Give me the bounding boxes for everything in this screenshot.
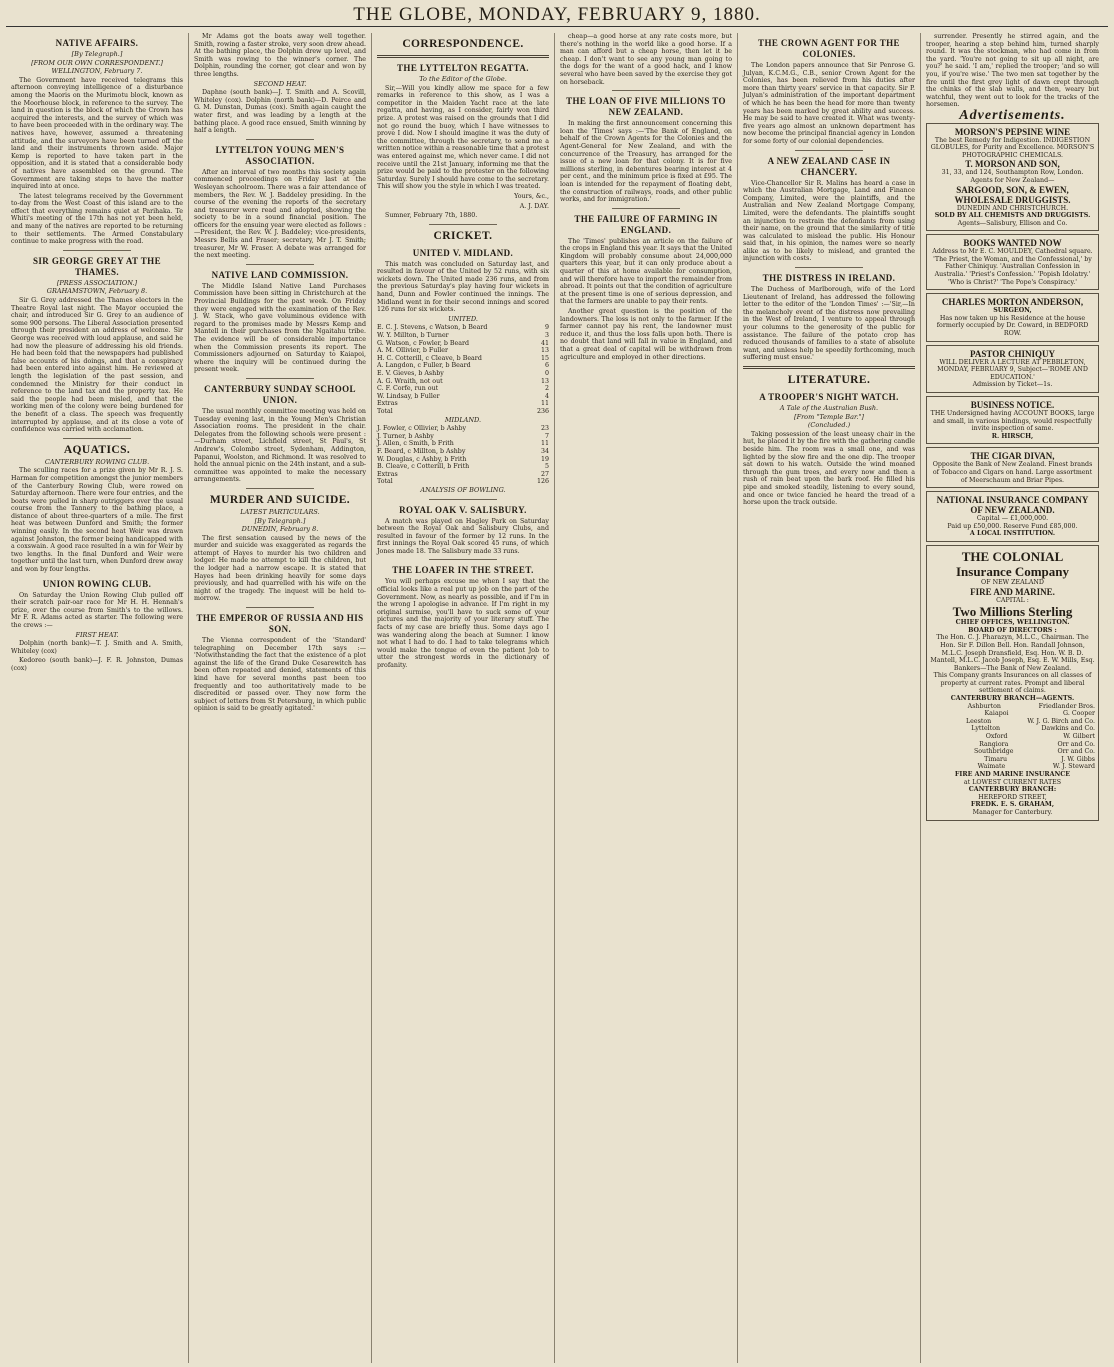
score-row: [377, 385, 549, 393]
score-row-label: Extras: [377, 400, 398, 408]
score-row-label: F. Beard, c Millton, b Ashby: [377, 447, 466, 455]
agent-row-label: Timaru: [984, 755, 1008, 763]
score-row-value: 11: [540, 440, 549, 448]
score-row-value: 41: [540, 339, 549, 347]
subheading: SECOND HEAT.: [253, 79, 307, 88]
article-heading: ROYAL OAK V. SALISBURY.: [399, 504, 527, 515]
article-heading: NATIVE AFFAIRS.: [55, 38, 139, 48]
advert-books: [926, 234, 1099, 290]
score-row: [377, 378, 549, 386]
score-row-value: 13: [540, 347, 549, 355]
score-row: [377, 347, 549, 355]
score-row-label: Extras: [377, 470, 398, 478]
divider: [246, 488, 315, 489]
advert-pepsine: [926, 123, 1099, 232]
score-row: [377, 408, 549, 416]
salutation: To the Editor of the Globe.: [419, 75, 507, 83]
agents-list: [930, 703, 1095, 771]
score-table: [377, 324, 549, 415]
advert-title: BOOKS WANTED NOW: [963, 238, 1062, 249]
divider: [377, 55, 549, 58]
agent-row-label: Kaiapoi: [984, 710, 1009, 718]
score-row-value: 2: [544, 385, 549, 393]
score-row-value: 7: [544, 432, 549, 440]
score-table: [377, 425, 549, 486]
advert-cigar: [926, 447, 1099, 488]
score-row-value: 15: [540, 354, 549, 362]
advert-text: OF NEW ZEALAND: [981, 578, 1044, 586]
divider: [612, 208, 681, 209]
score-row-value: 11: [540, 400, 549, 408]
score-row-value: 19: [540, 455, 549, 463]
agent-row-label: Southbridge: [973, 748, 1014, 756]
score-row-label: A. Langdon, c Fuller, b Beard: [377, 362, 471, 370]
byline: [By Telegraph.]: [254, 516, 306, 525]
divider: [246, 264, 315, 265]
agent-row-value: G. Cooper: [1063, 710, 1095, 718]
score-row: [377, 478, 549, 486]
advert-text: The Hon. C. J. Pharazyn, M.L.C., Chairman. The Hon. Sir F. Dillon Bell. Hon. Randall Johnson, M.L.C. Joseph Dransfield, Esq. Hon. W. B. D. Mantell, M.L.C. Jacob Joseph, Esq. E. W. Mills, Esq.: [930, 634, 1095, 665]
advert-text: Address to Mr E. C. MOULDEY, Cathedral square.: [932, 248, 1093, 256]
advert-title: Insurance Company: [955, 563, 1070, 579]
score-row-label: E. C. J. Stevens, c Watson, b Beard: [377, 324, 488, 332]
agent-row: [930, 725, 1095, 733]
article-body: The Government have received telegrams this afternoon conveying intelligence of a disturbance among the Maoris on the Murimotu block, known as the Moorhouse block, in reference to the survey. The land in question is the block of which the Crown has acquired the interests, and the survey of which was to have been proceeded with in the ordinary way. The natives have, however, assumed a threatening attitude, and the surveyors have been turned off the land and their instruments thrown aside. Major Kemp is reported to have taken part in the opposition, and it is stated that a considerable body of natives have assembled on the ground. The Government are taking steps to have the matter inquired into at once.: [11, 76, 184, 191]
agent-row: [930, 710, 1095, 718]
agent-row: [930, 741, 1095, 749]
agent-row-label: Rangiora: [979, 740, 1009, 748]
score-row-label: J. Allen, c Smith, b Frith: [377, 440, 454, 448]
agent-row: [930, 703, 1095, 711]
advert-text: FREDK. E. S. GRAHAM,: [970, 801, 1055, 809]
score-row: [377, 362, 549, 370]
sign-off: Yours, &c.,: [514, 192, 549, 200]
advert-title: SARGOOD, SON, & EWEN, WHOLESALE DRUGGISTS.: [954, 184, 1071, 205]
advert-text: Paid up £50,000. Reserve Fund £85,000.: [947, 522, 1078, 530]
dateline: WELLINGTON, February 7.: [51, 67, 143, 76]
columns: [6, 33, 1108, 1363]
article-body: surrender. Presently he stirred again, and the trooper, hearing a step behind him, turned sharply round. It was the stockman, who had come in from the yard. 'You're not going to sit up all night, are you?' he said. 'I am,' replied the trooper; 'and so will you, if you're wise.' The two men sat together by the fire until the first grey light of dawn crept through the chinks of the slab walls, and then, weary but watchful, they went out to look for the tracks of the horsemen.: [926, 33, 1099, 109]
article-body: After an interval of two months this society again commenced proceedings on Friday last at the Wesleyan schoolroom. There was a fair attendance of members, the Rev. W. J. Baddeley presiding. In the course of the evening the reports of the secretary and treasurer were read and adopted, showing the society to be in a sound financial position. The officers for the ensuing year were elected as follows :—President, the Rev. W. J. Baddeley; vice-presidents, Messrs Bellis and Fraser; secretary, Mr J. T. Smith; treasurer, Mr W. Fraser. A debate was arranged for the next meeting.: [194, 168, 366, 260]
score-row-label: C. F. Corfe, run out: [377, 385, 439, 393]
column-2: [189, 33, 372, 1363]
advert-national-insurance: [926, 491, 1099, 542]
column-4: [555, 33, 738, 1363]
article-body: The 'Times' publishes an article on the failure of the crops in England this year. It says that the United Kingdom will probably consume about 24,000,000 quarters this year, but it can only produce about a quarter of this at home available for consumption, and will therefore have to import the remainder from abroad. It points out that the condition of agriculture at the present time is one of serious depression, and that the farmers are unable to pay their rents.: [560, 237, 732, 306]
score-row-value: 34: [540, 447, 549, 455]
score-row-value: 27: [540, 470, 549, 478]
article-heading: UNION ROWING CLUB.: [42, 578, 152, 589]
subheading: CANTERBURY ROWING CLUB.: [44, 457, 150, 466]
score-row-value: 9: [544, 324, 549, 332]
article-body: A match was played on Hagley Park on Saturday between the Royal Oak and Salisbury Clubs, and resulted in favour of the former by 12 runs. In the first innings the Royal Oak scored 45 runs, of which Jones made 18. The Salisbury made 33 runs.: [377, 517, 549, 555]
score-row: [377, 456, 549, 464]
advert-title: Two Millions Sterling: [952, 604, 1073, 620]
score-row: [377, 370, 549, 378]
article-body: Mr Adams got the boats away well together. Smith, rowing a faster stroke, very soon drew ahead. At the bathing place, the Dolphin drew up level, and Smith was rowing to the winner's corner. The Dolphin, rounding the corner, got clear and won by three lengths.: [194, 33, 366, 78]
advert-text: Manager for Canterbury.: [972, 808, 1053, 816]
article-body: Another great question is the position of the landowners. The loss is not only to the farmer. If the farmer cannot pay his rent, the landowner must reduce it, and thus the loss falls upon both. There is no doubt that land will fall in value in England, and that a great deal of capital will be withdrawn from agriculture and employed in other directions.: [560, 308, 732, 361]
agent-row-value: Friedlander Bros.: [1038, 702, 1095, 710]
subheading: FIRST HEAT.: [75, 630, 119, 639]
score-row: [377, 440, 549, 448]
article-heading: LYTTELTON YOUNG MEN'S ASSOCIATION.: [215, 144, 345, 166]
score-row: [377, 471, 549, 479]
column-1: [6, 33, 189, 1363]
scores-title: MIDLAND.: [444, 415, 482, 424]
article-heading: AQUATICS.: [63, 443, 131, 456]
byline: [By Telegraph.]: [71, 50, 123, 58]
score-row-label: H. C. Cotterill, c Cleave, b Beard: [377, 354, 482, 362]
advert-text: THE Undersigned having ACCOUNT BOOKS, large and small, in various bindings, would respectfully invite inspection of same.: [930, 410, 1095, 433]
score-row-value: 4: [544, 392, 549, 400]
advert-text: Agents for New Zealand—: [970, 176, 1055, 184]
article-heading: THE CROWN AGENT FOR THE COLONIES.: [758, 38, 900, 59]
score-row-label: A. M. Ollivier, b Fuller: [377, 347, 449, 355]
agent-row-label: Ashburton: [967, 702, 1001, 710]
divider: [63, 438, 132, 439]
agent-row: [930, 718, 1095, 726]
advert-text: at LOWEST CURRENT RATES: [963, 778, 1062, 786]
score-row-label: B. Cleave, c Cotterill, b Frith: [377, 463, 470, 471]
article-heading: A TROOPER'S NIGHT WATCH.: [759, 392, 899, 402]
dateline: DUNEDIN, February 8.: [241, 525, 319, 534]
advert-text: SOLD BY ALL CHEMISTS AND DRUGGISTS.: [934, 212, 1091, 220]
advert-title: MORSON'S PEPSINE WINE: [954, 126, 1071, 137]
advert-text: CHIEF OFFICES, WELLINGTON.: [955, 619, 1070, 627]
column-5: [738, 33, 921, 1363]
article-heading: A NEW ZEALAND CASE IN CHANCERY.: [767, 155, 891, 177]
agent-row: [930, 748, 1095, 756]
score-row: [377, 463, 549, 471]
article-body: The first sensation caused by the news of the murder and suicide was exaggerated as regards the attempt of Hayes to murder his two children and lodger. He made no attempt to kill the children, but the lodger had a narrow escape. It is stated that Hayes had been drinking heavily for some days previously, and had quarrelled with his wife on the night of the tragedy. The inquest will be held to-morrow.: [194, 534, 366, 603]
divider: [429, 499, 498, 500]
advert-title: THE CIGAR DIVAN,: [970, 451, 1055, 462]
advert-title: CHARLES MORTON ANDERSON,: [941, 297, 1084, 308]
byline: [FROM OUR OWN CORRESPONDENT.]: [31, 58, 163, 67]
article-body: The usual monthly committee meeting was held on Tuesday evening last, in the Young Men's Christian Association rooms. The president in the chair. Delegates from the following schools were present :—Durham street, Lichfield street, St Paul's, St Andrew's, Colombo street, Sydenham, Addington, Papanui, Woolston, and Richmond. It was resolved to hold the annual picnic on the 24th instant, and a sub-committee was appointed to make the necessary arrangements.: [194, 407, 366, 484]
article-body: Vice-Chancellor Sir R. Malins has heard a case in which the Australian Mortgage, Land and Finance Company, Limited, were the plaintiffs, and the Australian and New Zealand Mortgage Company, Limited, were the defendants. The plaintiffs sought an injunction to restrain the defendants from using their name, on the ground that the similarity of title was calculated to mislead the public. His Honour said that, in his opinion, the names were so nearly alike as to be likely to mislead, and granted the injunction with costs.: [743, 179, 915, 263]
advert-text: FIRE AND MARINE INSURANCE: [954, 771, 1071, 778]
article-heading: THE FAILURE OF FARMING IN ENGLAND.: [574, 213, 718, 235]
score-row: [377, 340, 549, 348]
score-row-label: W. Lindsay, b Fuller: [377, 392, 440, 400]
score-row-value: 3: [544, 332, 549, 340]
score-row: [377, 433, 549, 441]
advert-text: WILL DELIVER A LECTURE AT PEBBLETON, MONDAY, FEBRUARY 9, Subject—'ROME AND EDUCATION.': [937, 358, 1088, 381]
score-row-label: W. Douglas, c Ashby, b Frith: [377, 455, 467, 463]
advert-text: Bankers—The Bank of New Zealand.: [953, 664, 1072, 672]
section-heading: CRICKET.: [433, 229, 493, 242]
article-body: cheap—a good horse at any rate costs more, but there's nothing in the world like a good horse. If a man can afford but a cheap horse, then let it be cheap. I don't want to see any young man going to the dogs for the want of a good hack, and I know several who have been saved by the exercise they got on horseback.: [560, 33, 732, 86]
score-row-value: 236: [536, 407, 549, 415]
agent-row: [930, 763, 1095, 771]
agent-row: [930, 756, 1095, 764]
agent-row-value: W. Gilbert: [1063, 733, 1095, 741]
article-heading: MURDER AND SUICIDE.: [209, 493, 351, 506]
advert-text: CANTERBURY BRANCH—AGENTS.: [950, 695, 1075, 703]
letter-date: Sumner, February 7th, 1880.: [385, 212, 478, 220]
article-body: This match was concluded on Saturday last, and resulted in favour of the United by 52 runs, with six wickets down. The United made 236 runs, and from the previous Saturday's play having four wickets in hand, Dunn and Fowler continued the innings. The Midland went in for their second innings and scored 126 runs for six wickets.: [377, 260, 549, 314]
score-row-value: 126: [536, 478, 549, 486]
score-row: [377, 448, 549, 456]
divider: [795, 267, 864, 268]
article-body: The Duchess of Marlborough, wife of the Lord Lieutenant of Ireland, has addressed the following letter to the editor of the 'London Times' :—'Sir,—In the melancholy event of the distress now prevailing in the West of Ireland, I venture to appeal through your columns to the generosity of the public for assistance. The failure of the potato crop has reduced thousands of families to a state of absolute want, and unless help be speedily forthcoming, much suffering must ensue.': [743, 286, 915, 362]
advert-text: BOARD OF DIRECTORS :: [968, 626, 1057, 634]
column-6: [921, 33, 1104, 1363]
score-row-label: Total: [377, 478, 393, 486]
advert-text: 'The Priest, the Woman, and the Confessional,' by Father Chiniquy. 'Australian Confession in Australia.' 'Priest's Confession.' 'Popish Idolatry.' 'Who is Christ?' 'The Pope's Conspiracy.': [933, 255, 1092, 286]
agent-row-value: Orr and Co.: [1057, 740, 1095, 748]
advert-text: The best Remedy for Indigestion. INDIGESTION GLOBULES, for Purity and Excellence. MORSON'S PHOTOGRAPHIC CHEMICALS.: [930, 136, 1095, 159]
agent-row-label: Waimate: [977, 763, 1006, 771]
advert-title: PASTOR CHINIQUY: [970, 348, 1055, 359]
advert-title: FIRE AND MARINE.: [970, 586, 1055, 597]
agent-row-value: W. J. Steward: [1052, 763, 1095, 771]
article-body: Taking possession of the least uneasy chair in the hut, he placed it by the fire with the gathering candle beside him. The room was a small one, and was lighted by the slow fire and the one dip. The trooper sat down to his watch. Outside the wind moaned through the gum trees, and every now and then a rush of rain beat upon the bark roof. He filled his pipe and smoked steadily, listening to every sound, and once or twice fancied he heard the tread of a horse upon the track outside.: [743, 430, 915, 507]
advert-title: THE COLONIAL: [961, 548, 1064, 564]
article-body: On Saturday the Union Rowing Club pulled off their scratch pair-oar race for Mr H. H. Hennah's prize, over the course from Smith's to the willows. Mr F. R. Adams acted as starter. The following were the crews :—: [11, 591, 183, 629]
agent-row-value: Dawkins and Co.: [1041, 725, 1095, 733]
agent-row-value: J. W. Gibbs: [1061, 755, 1095, 763]
score-row: [377, 324, 549, 332]
article-heading: THE LOAN OF FIVE MILLIONS TO NEW ZEALAND.: [566, 96, 726, 118]
agent-row-value: Orr and Co.: [1057, 748, 1095, 756]
divider: [795, 150, 864, 151]
agent-row-label: Leeston: [965, 717, 992, 725]
divider: [429, 224, 498, 225]
article-heading: THE LOAFER IN THE STREET.: [392, 565, 534, 576]
score-row: [377, 332, 549, 340]
divider: [63, 250, 132, 251]
section-heading: CORRESPONDENCE.: [402, 38, 524, 50]
scores-title: UNITED.: [448, 314, 478, 323]
advert-text: CANTERBURY BRANCH:: [968, 786, 1057, 794]
score-row: [377, 355, 549, 363]
source-note: [From "Temple Bar."]: [794, 412, 864, 421]
column-3: [372, 33, 555, 1363]
score-row-label: G. Watson, c Fowler, b Beard: [377, 339, 470, 347]
score-row-value: 13: [540, 377, 549, 385]
article-body: Kedoreo (south bank)—J. F. R. Johnston, Dumas (cox): [11, 657, 183, 672]
divider: [743, 366, 915, 369]
agent-row-value: W. J. G. Birch and Co.: [1027, 717, 1095, 725]
score-row: [377, 393, 549, 401]
score-row: [377, 425, 549, 433]
article-heading: THE EMPEROR OF RUSSIA AND HIS SON.: [196, 613, 364, 635]
article-body: Sir G. Grey addressed the Thames electors in the Theatre Royal last night. The Mayor occupied the chair, and introduced Sir G. Grey to an audience of some 900 persons. The Liberal Association presented through their president an address of welcome. Sir George was received with loud applause, and said he had now the pleasure of addressing his old friends. He had been told that the newspapers had published false accounts of his doings, and that a conspiracy had been entered into against him. He reviewed at length the legislation of the past session, and condemned the Ministry for their conduct in reference to the land tax and the property tax. He said the people had been misled, and that the working men of the colony were being burdened for the benefit of a class. The speech was frequently interrupted by applause, and at its close a vote of confidence was carried with acclamation.: [11, 297, 183, 434]
score-row-value: 23: [540, 425, 549, 433]
score-row-label: Total: [377, 407, 393, 415]
subheading: LATEST PARTICULARS.: [240, 507, 320, 516]
score-row-label: J. Fowler, c Ollivier, b Ashby: [377, 425, 467, 433]
advertisements-heading: Advertisements.: [959, 107, 1066, 123]
dateline: GRAHAMSTOWN, February 8.: [46, 287, 148, 296]
advert-text: SURGEON,: [993, 307, 1032, 315]
advert-business: [926, 396, 1099, 444]
advert-pastor: [926, 345, 1099, 393]
article-body: In making the first announcement concerning this loan the 'Times' says :—'The Bank of England, on behalf of the Crown Agents for the Colonies and the Agent-General for New Zealand, and with the concurrence of the Treasury, has arranged for the issue of a new loan for that colony. It is for five millions sterling, in debentures bearing interest at 4 per cent., and the minimum price is fixed at £95. The loan is intended for the repayment of floating debt, the construction of railways, roads, and other public works, and for immigration.': [560, 120, 732, 204]
article-body: You will perhaps excuse me when I say that the official looks like a real put up job on the part of the Government. Now, as nearly as possible, and if I'm in the wrong I apologise in advance. If I'm right in my original surmise, you'll have to suck some of your pictures and the majority of your literary stuff. The facts of my case are briefly thus. Some days ago I was wandering along the beach at Sumner. I know not what I had to do. I had to take telegrams which would make the tongue of even the patient Job to utter the strongest words in the dictionary of profanity.: [377, 578, 549, 669]
advert-text: A LOCAL INSTITUTION.: [969, 530, 1056, 538]
score-row-value: 6: [544, 362, 549, 370]
score-row-label: W. Y. Millton, b Turner: [377, 332, 449, 340]
advert-text: HEREFORD STREET,: [978, 793, 1047, 801]
score-row-label: J. Turner, b Ashby: [377, 432, 434, 440]
score-row: [377, 400, 549, 408]
divider: [246, 139, 315, 140]
score-row-value: 5: [544, 463, 549, 471]
score-row-label: E. V. Gieves, b Ashby: [377, 370, 444, 377]
article-body: The latest telegrams received by the Government to-day from the West Coast of this island are to the effect that everything remains quiet at Parihaka. Te Whiti's meeting of the 17th has not yet been held, and many of the natives are reported to be returning to their settlements. The Armed Constabulary continue to make progress with the road.: [11, 192, 183, 246]
article-heading: CANTERBURY SUNDAY SCHOOL UNION.: [204, 383, 356, 405]
divider: [429, 559, 498, 560]
article-body: Dolphin (north bank)—T. J. Smith and A. Smith, Whiteley (cox): [11, 640, 183, 655]
advert-title: BUSINESS NOTICE.: [970, 400, 1055, 410]
masthead: THE GLOBE, MONDAY, FEBRUARY 9, 1880.: [6, 4, 1108, 27]
advert-text: This Company grants Insurances on all classes of property at current rates. Prompt and liberal settlement of claims.: [933, 672, 1092, 695]
advert-anderson: [926, 293, 1099, 341]
advert-title: T. MORSON AND SON,: [965, 159, 1060, 170]
agent-row: [930, 733, 1095, 741]
author-name: A. J. DAY.: [519, 202, 549, 210]
byline: [PRESS ASSOCIATION.]: [56, 278, 138, 287]
score-row-label: A. G. Wraith, not out: [377, 377, 443, 385]
article-body: The Middle Island Native Land Purchases Commission have been sitting in Christchurch at the Provincial Buildings for the past week. On Friday they were engaged with the examination of the Rev. J. W. Stack, who gave voluminous evidence with regard to the promises made by Messrs Kemp and Mantell in their purchases from the Ngaitahu tribe. The evidence will be of considerable importance when the Commission presents its report. The Commissioners adjourned on Saturday to Kaiapoi, where the inquiry will be continued during the present week.: [194, 282, 366, 374]
advert-text: R. HIRSCH,: [991, 432, 1034, 440]
advert-colonial-insurance: [926, 545, 1099, 821]
article-heading: SIR GEORGE GREY AT THE THAMES.: [32, 255, 161, 277]
article-heading: NATIVE LAND COMMISSION.: [211, 269, 349, 280]
divider: [246, 378, 315, 379]
advert-text: CAPITAL :: [996, 596, 1029, 604]
advert-text: Agents—Salisbury, Ellison and Co.: [957, 219, 1068, 227]
article-body: Daphne (south bank)—J. T. Smith and A. Scovill, Whiteley (cox). Dolphin (north bank)—D. Peirce and G. M. Dunstan, Dumas (cox). Smith again caught the water first, and was leading by a length at the bathing place. A good race ensued, Smith winning by half a length.: [194, 89, 366, 135]
advert-text: Capital — £1,000,000.: [976, 515, 1049, 523]
continuation-note: (Concluded.): [807, 421, 851, 430]
divider: [612, 90, 681, 91]
agent-row-label: Lyttelton: [971, 725, 1001, 733]
article-heading: THE LYTTELTON REGATTA.: [397, 63, 529, 73]
article-heading: THE DISTRESS IN IRELAND.: [762, 273, 896, 284]
subheading: ANALYSIS OF BOWLING.: [420, 485, 506, 494]
score-row-value: 0: [544, 370, 549, 377]
advert-text: Opposite the Bank of New Zealand. Finest brands of Tobacco and Cigars on hand. Large assortment of Meerschaum and Briar Pipes.: [932, 461, 1093, 484]
section-heading: LITERATURE.: [787, 374, 871, 386]
advert-title: NATIONAL INSURANCE COMPANY OF NEW ZEALAND.: [936, 495, 1089, 516]
advert-text: Has now taken up his Residence at the house formerly occupied by Dr. Coward, in BEDFORD ROW.: [936, 314, 1089, 338]
advert-text: 31, 33, and 124, Southampton Row, London.: [941, 169, 1084, 177]
advert-text: Admission by Ticket—1s.: [972, 381, 1053, 389]
advert-text: DUNEDIN AND CHRISTCHURCH.: [956, 204, 1069, 212]
subtitle: A Tale of the Australian Bush.: [779, 404, 879, 412]
article-body: The sculling races for a prize given by Mr R. J. S. Harman for competition amongst the junior members of the Canterbury Rowing Club, were rowed on Saturday afternoon. There were four entries, and the boats were pulled in sharp outriggers over the usual course from the Tannery to the bathing place, a distance of about three-quarters of a mile. The first heat was between Dunford and Smith; the former winning easily. In the second heat Weir was drawn against Johnston, the former being handicapped with a coxswain. A good race resulted in a win for Weir by two lengths. In the final Dunford and Weir were together until the last turn, when Dunford drew away and won by four lengths.: [11, 467, 183, 574]
article-heading: UNITED V. MIDLAND.: [412, 247, 514, 258]
divider: [246, 607, 315, 608]
article-body: Sir,—Will you kindly allow me space for a few remarks in reference to this show, as I was a competitor in the Maiden Yacht race at the late regatta, and having, as I consider, fairly won third prize. A protest was raised on the grounds that I did not go round the buoy, which I have witnesses to prove I did. Now I should imagine it was the duty of the committee, through the secretary, to send me a written notice within a reasonable time that a protest was entered against me, which never came. I did not receive until the 21st January, informing me that the prize would be paid to the protester on the following Saturday. Surely I should have come to the secretary. This will show you the style in which I was treated.: [377, 84, 549, 191]
agent-row-label: Oxford: [985, 733, 1008, 741]
article-body: The Vienna correspondent of the 'Standard' telegraphing on December 17th says :— 'Notwithstanding the fact that the existence of a plot against the life of the Grand Duke Cesarewitch has been often repeated and denied, statements of this kind have for several months past been too frequently and too authoritatively made to be discredited or passed over. They now form the subject of letters from St Petersburg, in which public opinion is said to be greatly agitated.': [194, 637, 366, 713]
article-body: The London papers announce that Sir Penrose G. Julyan, K.C.M.G., C.B., senior Crown Agent for the Colonies, has been relieved from his duties after more than thirty years' service in that capacity. Sir P. Julyan's administration of the important department of which he has been the head for more than twenty years has been marked by great ability and success. He may be said to have created it. What was twenty-five years ago almost an unknown department has now become the principal financial agency in London for some forty of our colonial dependencies.: [743, 62, 915, 145]
